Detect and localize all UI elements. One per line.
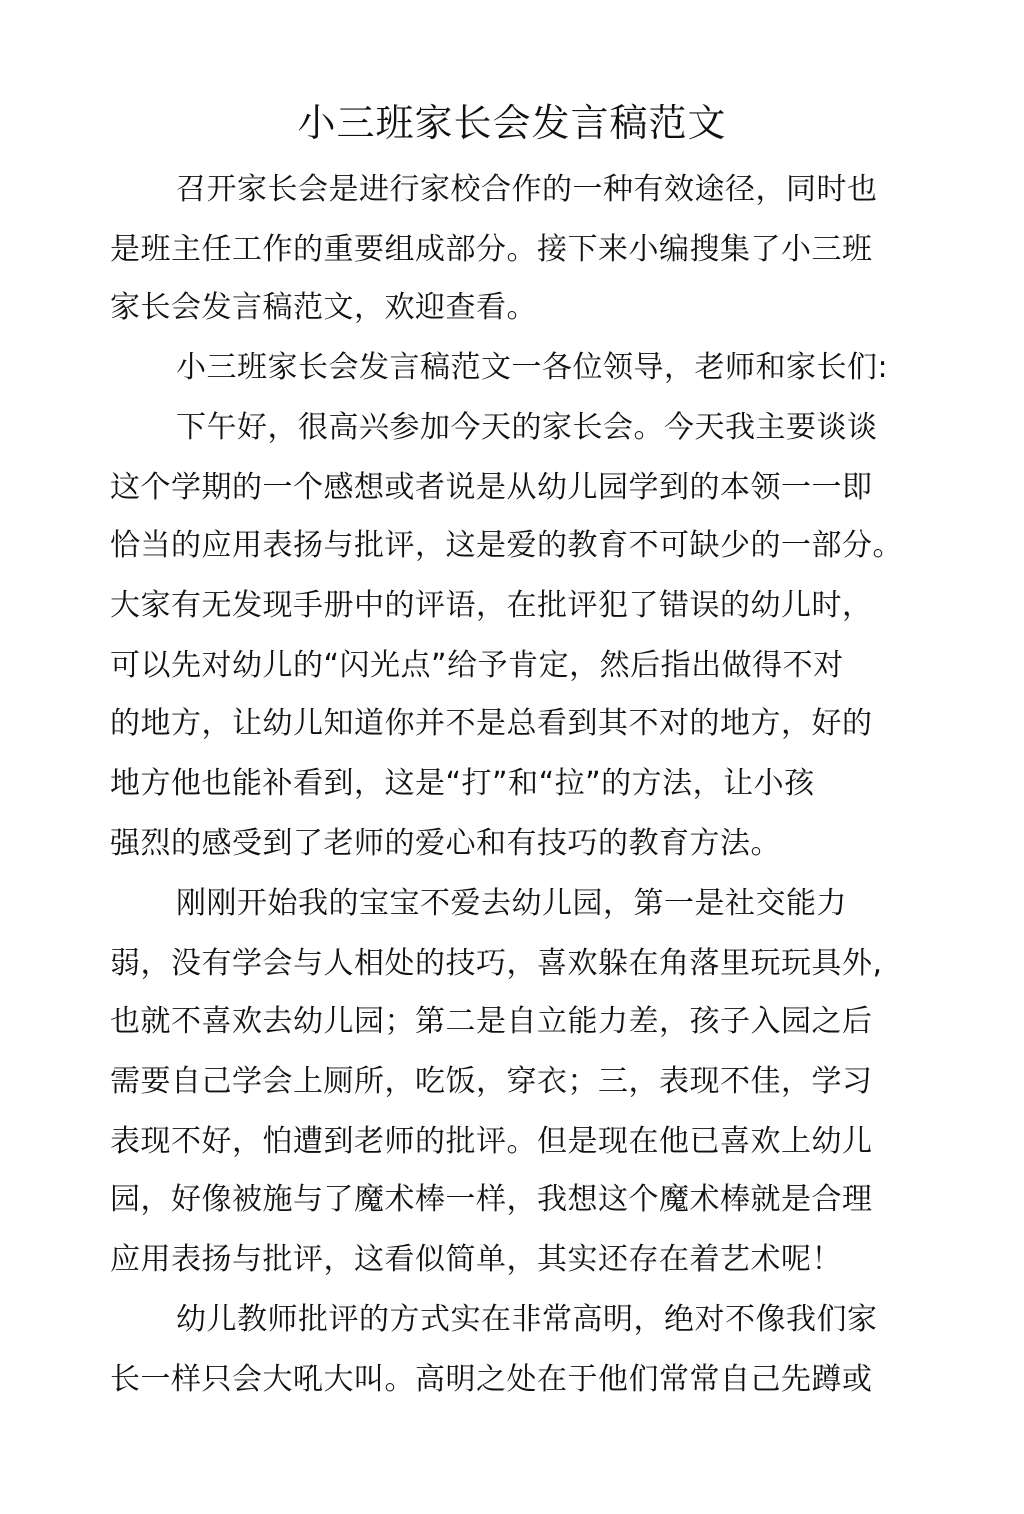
text-line: 需要自己学会上厕所，吃饭，穿衣；三，表现不佳，学习 [110,1064,873,1099]
text-line: 园，好像被施与了魔术棒一样，我想这个魔术棒就是合理 [110,1182,873,1217]
text-line: 这个学期的一个感想或者说是从幼儿园学到的本领一一即 [110,470,873,505]
text-line: 召开家长会是进行家校合作的一种有效途径，同时也 [176,172,878,207]
text-line: 恰当的应用表扬与批评，这是爱的教育不可缺少的一部分。 [110,528,903,563]
text-line: 下午好，很高兴参加今天的家长会。今天我主要谈谈 [176,410,878,445]
text-line: 刚刚开始我的宝宝不爱去幼儿园，第一是社交能力 [176,886,847,921]
text-line: 强烈的感受到了老师的爱心和有技巧的教育方法。 [110,826,781,861]
text-line: 幼儿教师批评的方式实在非常高明，绝对不像我们家 [176,1302,878,1337]
text-line: 表现不好，怕遭到老师的批评。但是现在他已喜欢上幼儿 [110,1124,873,1159]
text-line: 应用表扬与批评，这看似简单，其实还存在着艺术呢！ [110,1242,842,1277]
text-line: 弱，没有学会与人相处的技巧，喜欢躲在角落里玩玩具外, [110,946,883,981]
text-line: 是班主任工作的重要组成部分。接下来小编搜集了小三班 [110,232,873,267]
text-line: 大家有无发现手册中的评语，在批评犯了错误的幼儿时， [110,588,873,623]
text-line: 可以先对幼儿的“闪光点”给予肯定，然后指出做得不对 [110,648,844,683]
text-line: 也就不喜欢去幼儿园；第二是自立能力差，孩子入园之后 [110,1004,873,1039]
text-line: 家长会发言稿范文，欢迎查看。 [110,290,537,325]
text-line: 小三班家长会发言稿范文一各位领导，老师和家长们: [176,350,889,385]
text-line: 的地方，让幼儿知道你并不是总看到其不对的地方，好的 [110,706,873,741]
text-line: 地方他也能补看到，这是“打”和“拉”的方法，让小孩 [110,766,815,801]
text-line: 长一样只会大吼大叫。高明之处在于他们常常自己先蹲或 [110,1362,873,1397]
document-title: 小三班家长会发言稿范文 [297,101,727,145]
